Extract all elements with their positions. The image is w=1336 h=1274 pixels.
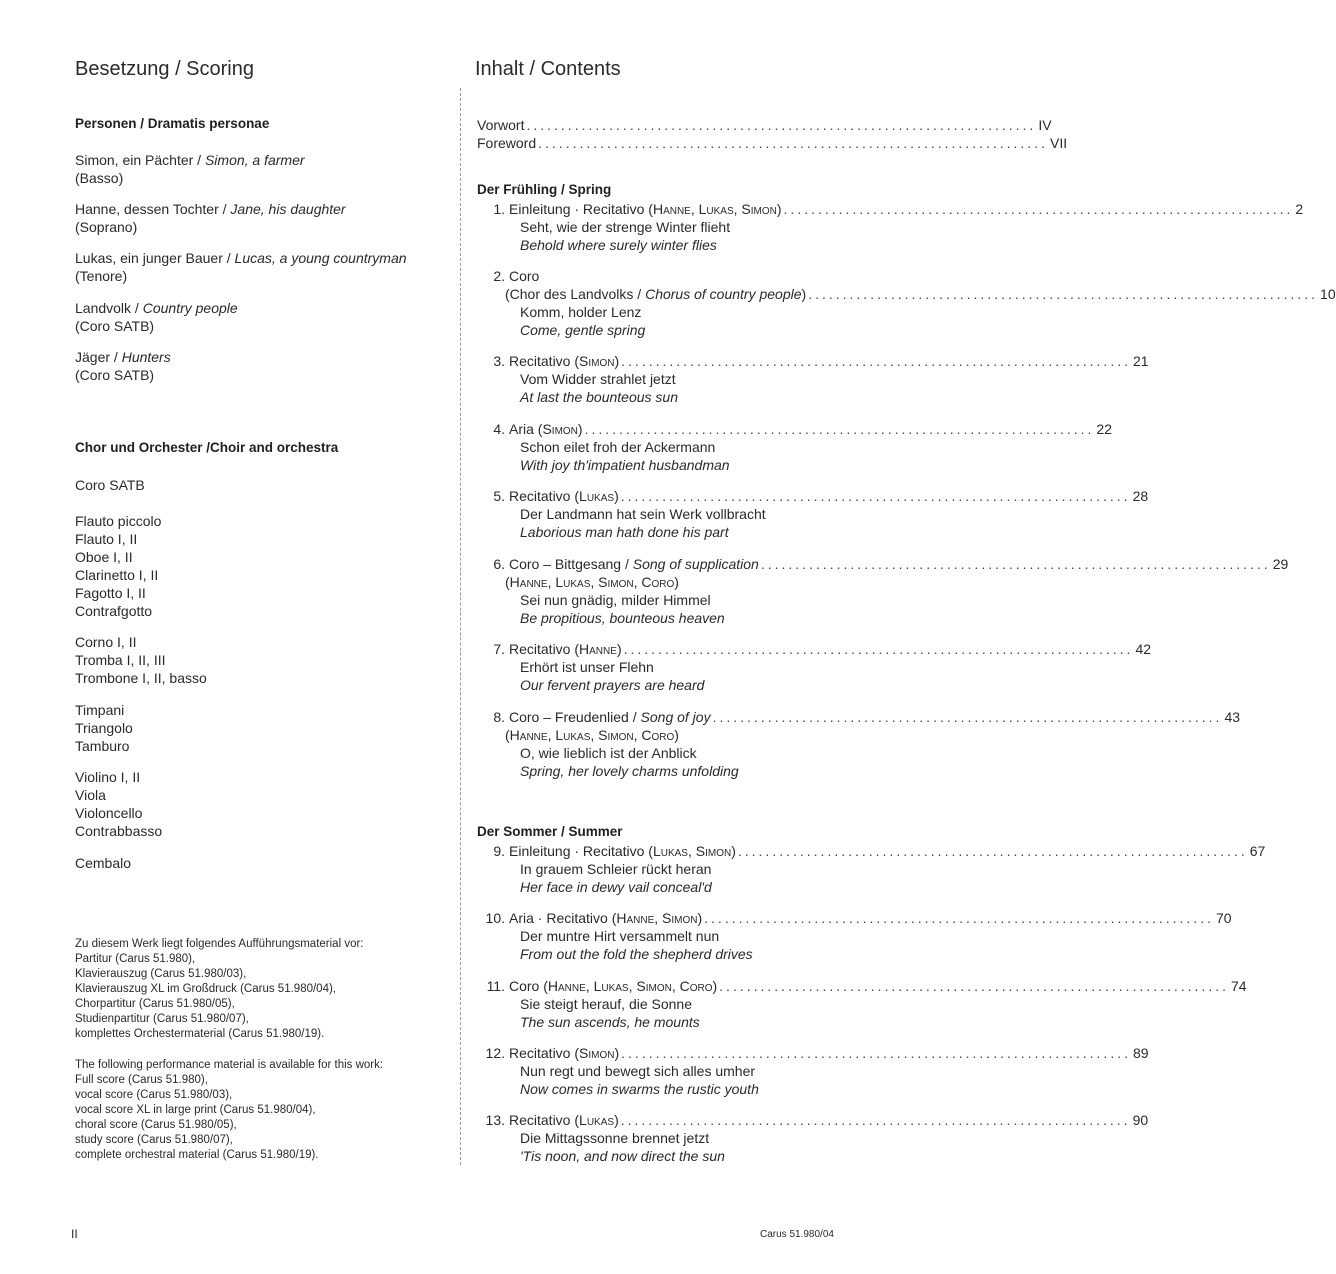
- section-heading-spring: Der Frühling / Spring: [477, 182, 612, 197]
- scoring-title: Besetzung / Scoring: [75, 58, 254, 80]
- toc-entry-13-incipit: Die Mittagssonne brennet jetzt 'Tis noon, and now direct the sun: [520, 1130, 725, 1164]
- persona-simon: Simon, ein Pächter / Simon, a farmer (Basso): [75, 152, 305, 186]
- toc-entry-7: 7. Recitativo (Hanne) .......................................................................... 42: [493, 641, 1152, 657]
- toc-entry-5-incipit: Der Landmann hat sein Werk vollbracht Laborious man hath done his part: [520, 506, 766, 540]
- toc-entry-8: 8. Coro – Freudenlied / Song of joy .......................................................................... 43: [493, 709, 1241, 725]
- toc-entry-10-incipit: Der muntre Hirt versammelt nun From out the fold the shepherd drives: [520, 928, 753, 962]
- toc-entry-12-incipit: Nun regt und bewegt sich alles umher Now comes in swarms the rustic youth: [520, 1063, 759, 1097]
- instrument-group-brass: Corno I, II Tromba I, II, III Trombone I, II, basso: [75, 634, 207, 686]
- toc-entry-6-performers: (Hanne, Lukas, Simon, Coro): [505, 574, 679, 590]
- toc-entry-4-incipit: Schon eilet froh der Ackermann With joy th'impatient husbandman: [520, 439, 730, 473]
- toc-entry-10: 10. Aria · Recitativo (Hanne, Simon) .......................................................................... 70: [485, 910, 1232, 926]
- toc-entry-3-incipit: Vom Widder strahlet jetzt At last the bounteous sun: [520, 371, 678, 405]
- toc-entry-2-title: 2. Coro: [493, 268, 540, 284]
- toc-entry-1: 1. Einleitung · Recitativo (Hanne, Lukas, Simon) .......................................................................... 2: [493, 201, 1304, 217]
- section-heading-summer: Der Sommer / Summer: [477, 824, 623, 839]
- toc-entry-11-incipit: Sie steigt herauf, die Sonne The sun ascends, he mounts: [520, 996, 700, 1030]
- contents-title: Inhalt / Contents: [475, 58, 621, 80]
- toc-entry-6: 6. Coro – Bittgesang / Song of supplication .......................................................................... 29: [493, 556, 1289, 572]
- persona-hanne: Hanne, dessen Tochter / Jane, his daughter (Soprano): [75, 201, 346, 235]
- toc-entry-7-incipit: Erhört ist unser Flehn Our fervent prayers are heard: [520, 659, 705, 693]
- toc-entry-2: (Chor des Landvolks / Chorus of country people) .......................................................................... 10: [505, 286, 1336, 302]
- toc-entry-vorwort: Vorwort .......................................................................... IV: [477, 117, 1052, 133]
- toc-entry-2-incipit: Komm, holder Lenz Come, gentle spring: [520, 304, 646, 338]
- catalog-number: Carus 51.980/04: [760, 1229, 834, 1240]
- instrument-group-choir: Coro SATB: [75, 477, 145, 493]
- toc-entry-5: 5. Recitativo (Lukas) .......................................................................... 28: [493, 488, 1149, 504]
- toc-entry-11: 11. Coro (Hanne, Lukas, Simon, Coro) .......................................................................... 74: [486, 978, 1247, 994]
- toc-entry-3: 3. Recitativo (Simon) .......................................................................... 21: [493, 353, 1149, 369]
- instrument-group-continuo: Cembalo: [75, 855, 132, 871]
- toc-entry-9-incipit: In grauem Schleier rückt heran Her face in dewy vail conceal'd: [520, 861, 712, 895]
- toc-entry-9: 9. Einleitung · Recitativo (Lukas, Simon) .......................................................................... 67: [493, 843, 1266, 859]
- personae-heading: Personen / Dramatis personae: [75, 116, 270, 131]
- toc-entry-12: 12. Recitativo (Simon) .......................................................................... 89: [485, 1045, 1149, 1061]
- toc-entry-8-performers: (Hanne, Lukas, Simon, Coro): [505, 727, 679, 743]
- persona-jaeger: Jäger / Hunters (Coro SATB): [75, 349, 171, 383]
- persona-lukas: Lukas, ein junger Bauer / Lucas, a young countryman (Tenore): [75, 250, 407, 284]
- material-german: Zu diesem Werk liegt folgendes Aufführungsmaterial vor: Partitur (Carus 51.980), Klavierauszug (Carus 51.980/03), Klavierauszug XL im Großdruck (Carus 51.980/04), Chorpartitur (Carus 51.980/05), Studienpartitur (Carus 51.980/07), komplettes Orchestermaterial (Carus 51.980/19).: [75, 938, 364, 1040]
- instrument-group-percussion: Timpani Triangolo Tamburo: [75, 702, 133, 754]
- orchestra-heading: Chor und Orchester /Choir and orchestra: [75, 440, 339, 455]
- toc-entry-6-incipit: Sei nun gnädig, milder Himmel Be propitious, bounteous heaven: [520, 592, 725, 626]
- toc-entry-foreword: Foreword .......................................................................... VII: [477, 135, 1068, 151]
- persona-landvolk: Landvolk / Country people (Coro SATB): [75, 300, 238, 334]
- column-divider: [460, 88, 461, 1165]
- toc-entry-13: 13. Recitativo (Lukas) .......................................................................... 90: [485, 1112, 1149, 1128]
- toc-entry-1-incipit: Seht, wie der strenge Winter flieht Behold where surely winter flies: [520, 219, 731, 253]
- page-number: II: [71, 1227, 78, 1241]
- instrument-group-woodwinds: Flauto piccolo Flauto I, II Oboe I, II Clarinetto I, II Fagotto I, II Contrafgotto: [75, 513, 162, 619]
- instrument-group-strings: Violino I, II Viola Violoncello Contrabbasso: [75, 769, 163, 839]
- toc-entry-8-incipit: O, wie lieblich ist der Anblick Spring, her lovely charms unfolding: [520, 745, 739, 779]
- material-english: The following performance material is available for this work: Full score (Carus 51.980), vocal score (Carus 51.980/03), vocal score XL in large print (Carus 51.980/04), choral score (Carus 51.980/05), study score (Carus 51.980/07), complete orchestral material (Carus 51.980/19).: [75, 1059, 384, 1161]
- toc-entry-4: 4. Aria (Simon) .......................................................................... 22: [493, 421, 1112, 437]
